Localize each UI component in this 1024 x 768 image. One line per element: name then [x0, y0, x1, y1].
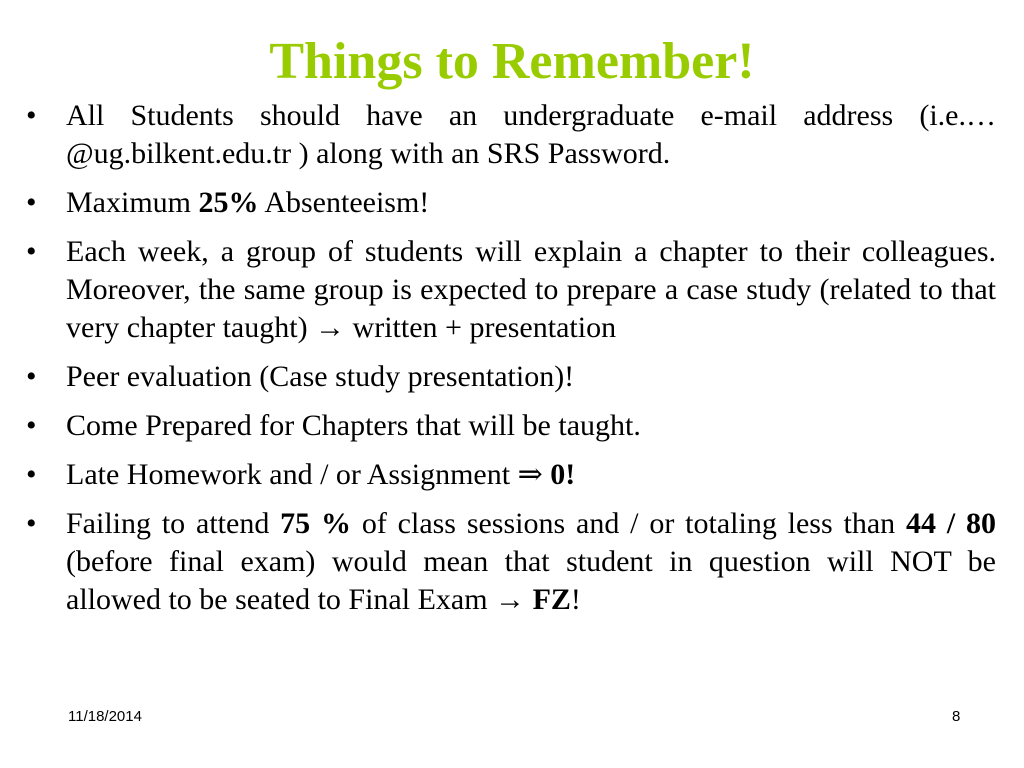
- bold-value: 44 / 80: [905, 507, 996, 540]
- bullet-dot-icon: •: [26, 235, 37, 268]
- bullet-text: !: [570, 583, 581, 616]
- bullet-list: [26, 97, 996, 630]
- bullet-dot-icon: •: [26, 99, 37, 132]
- bullet-item: [26, 456, 996, 494]
- bullet-item: [26, 358, 996, 396]
- bold-value: FZ: [532, 583, 571, 616]
- bullet-text: Failing to attend: [66, 507, 281, 540]
- bold-value: 0!: [550, 458, 576, 491]
- bullet-text: Late Homework and / or Assignment: [66, 458, 518, 491]
- bullet-text: Each week, a group of students will explain a chapter to their colleagues. Moreover, the same group is expected to prepare a case study (related to that very chapter taught) → written + presentation: [66, 235, 996, 344]
- bullet-item: [26, 233, 996, 347]
- slide-title: Things to Remember!: [269, 33, 755, 90]
- bullet-text: All Students should have an undergraduate e-mail address (i.e.…@ug.bilkent.edu.tr ) along with an SRS Password.: [66, 99, 996, 170]
- bullet-text: (before final exam) would mean that student in question will NOT be allowed to be seated to Final Exam →: [66, 545, 996, 616]
- implies-arrow-icon: ⇒: [517, 458, 543, 491]
- bullet-item: [26, 184, 996, 222]
- bold-value: 75 %: [280, 507, 351, 540]
- bullet-dot-icon: •: [26, 186, 37, 219]
- bullet-item: [26, 407, 996, 445]
- bullet-item: [26, 97, 996, 173]
- footer-date: 11/18/2014: [68, 708, 142, 725]
- bullet-text: of class sessions and / or totaling less than: [351, 507, 906, 540]
- bullet-dot-icon: •: [26, 507, 37, 540]
- slide-number: 8: [952, 708, 961, 725]
- bullet-text: Come Prepared for Chapters that will be taught.: [66, 409, 641, 442]
- bullet-dot-icon: •: [26, 360, 37, 393]
- bold-value: 25%: [198, 186, 259, 219]
- bullet-dot-icon: •: [26, 458, 37, 491]
- bullet-item: [26, 505, 996, 619]
- bullet-text: Maximum: [66, 186, 199, 219]
- bullet-text: Peer evaluation (Case study presentation)!: [66, 360, 575, 393]
- bullet-text: Absenteeism!: [258, 186, 430, 219]
- bullet-dot-icon: •: [26, 409, 37, 442]
